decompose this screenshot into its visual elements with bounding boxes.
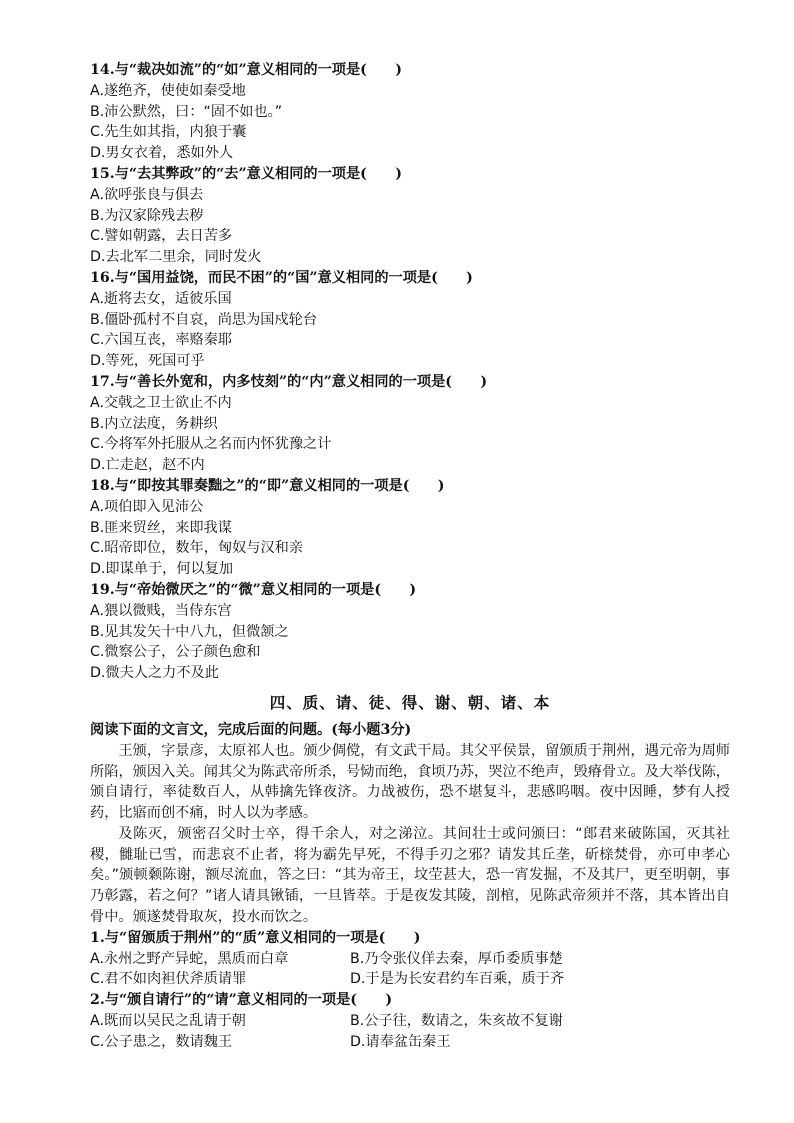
option-a: A.遂绝齐，使使如秦受地 [90, 82, 246, 99]
option-b: B.为汉家除残去秽 [90, 207, 204, 224]
option-c: C.先生如其指，内狼于囊 [90, 124, 247, 141]
passage-paragraph: 王颁，字景彦，太原祁人也。颁少倜傥，有文武干局。其父平侯景，留颁质于荆州，遇元帝为周师所陷，颁因入关。闻其父为陈武帝所杀，号恸而绝，食顷乃苏，哭泣不绝声，毁瘠骨立。及大举伐陈，颁自请行，率徒数百人，从韩擒先锋夜济。力战被伤，恐不堪复斗，悲感呜咽。夜中因睡，梦有人授药，比寤而创不痛，时人以为孝感。 [90, 742, 730, 822]
option-b: B.沛公默然，曰：“固不如也。” [90, 103, 283, 120]
option-d: D.即谋单于，何以复加 [90, 561, 234, 578]
document-page [90, 60, 730, 1053]
option-a: A.既而以吴民之乱请于朝 [90, 1013, 246, 1030]
question-block-1 [90, 928, 730, 990]
question-stem: 18.与“即按其罪奏黜之”的“即”意义相同的一项是( ) [90, 477, 445, 494]
passage-paragraph: 及陈灭，颁密召父时士卒，得千余人，对之涕泣。其间壮士或问颁曰：“郎君来破陈国，灭其社稷，雠耻已雪，而悲哀不止者，将为霸先早死，不得手刃之邪？请发其丘垄，斫榇焚骨，亦可申孝心矣。”颁顿颡陈谢，额尽流血，答之曰：“其为帝王，坟茔甚大，恐一宵发掘，不及其尸，更至明朝，事乃彰露，若之何？”诸人请具锹锸，一旦皆萃。于是夜发其陵，剖棺，见陈武帝须并不落，其本皆出自骨中。颁遂焚骨取灰，投水而饮之。 [90, 825, 730, 926]
option-c: C.六国互丧，率赂秦耶 [90, 332, 233, 349]
option-c: C.今将军外托服从之名而内怀犹豫之计 [90, 436, 332, 453]
option-a: A.永州之野产异蛇，黑质而白章 [90, 950, 289, 967]
option-c: C.君不如肉袒伏斧质请罪 [90, 971, 247, 988]
option-b: B.内立法度，务耕织 [90, 415, 218, 432]
option-b: B.见其发矢十中八九，但微颔之 [90, 623, 289, 640]
option-d: D.去北军二里余，同时发火 [90, 249, 262, 266]
question-block-16 [90, 268, 730, 372]
option-c: C.昭帝即位，数年，匈奴与汉和亲 [90, 540, 304, 557]
question-stem: 2.与“颁自请行”的“请”意义相同的一项是( ) [90, 992, 393, 1009]
option-d: D.请奉盆缶秦王 [350, 1033, 451, 1050]
option-b: B.僵卧孤村不自哀，尚思为国戍轮台 [90, 311, 318, 328]
section-title: 四、质、请、徒、得、谢、朝、诸、本 [269, 692, 551, 712]
question-block-17 [90, 372, 730, 476]
option-d: D.等死，死国可乎 [90, 353, 205, 370]
option-c: C.公子患之，数请魏王 [90, 1033, 233, 1050]
option-c: C.微察公子，公子颜色愈和 [90, 644, 261, 661]
option-d: D.男女衣着，悉如外人 [90, 145, 234, 162]
option-d: D.亡走赵，赵不内 [90, 457, 205, 474]
option-a: A.项伯即入见沛公 [90, 498, 204, 515]
question-block-14 [90, 60, 730, 164]
option-b: B.匪来贸丝，来即我谋 [90, 519, 232, 536]
option-a: A.交戟之卫士欲止不内 [90, 394, 232, 411]
question-stem: 1.与“留颁质于荆州”的“质”意义相同的一项是( ) [90, 929, 421, 946]
option-b: B.乃令张仪佯去秦，厚币委质事楚 [350, 950, 563, 967]
option-d: D.于是为长安君约车百乘，质于齐 [350, 971, 565, 988]
question-block-15 [90, 164, 730, 268]
question-stem: 19.与“帝始微厌之”的“微”意义相同的一项是( ) [90, 581, 417, 598]
question-stem: 14.与“裁决如流”的“如”意义相同的一项是( ) [90, 62, 402, 78]
option-a: A.逝将去女，适彼乐国 [90, 290, 232, 307]
option-a: A.猥以微贱，当侍东宫 [90, 602, 232, 619]
reading-instruction: 阅读下面的文言文，完成后面的问题。(每小题3分) [90, 721, 412, 738]
option-b: B.公子往，数请之，朱亥故不复谢 [350, 1013, 563, 1030]
question-stem: 15.与“去其弊政”的“去”意义相同的一项是( ) [90, 165, 402, 182]
option-d: D.微夫人之力不及此 [90, 665, 219, 682]
question-block-2 [90, 990, 730, 1052]
option-c: C.譬如朝露，去日苦多 [90, 228, 233, 245]
question-block-19 [90, 580, 730, 684]
question-stem: 16.与“国用益饶，而民不困”的“国”意义相同的一项是( ) [90, 269, 473, 286]
question-stem: 17.与“善长外宽和，内多忮刻”的“内”意义相同的一项是( ) [90, 373, 488, 390]
option-a: A.欲呼张良与俱去 [90, 186, 204, 203]
question-block-18 [90, 476, 730, 580]
